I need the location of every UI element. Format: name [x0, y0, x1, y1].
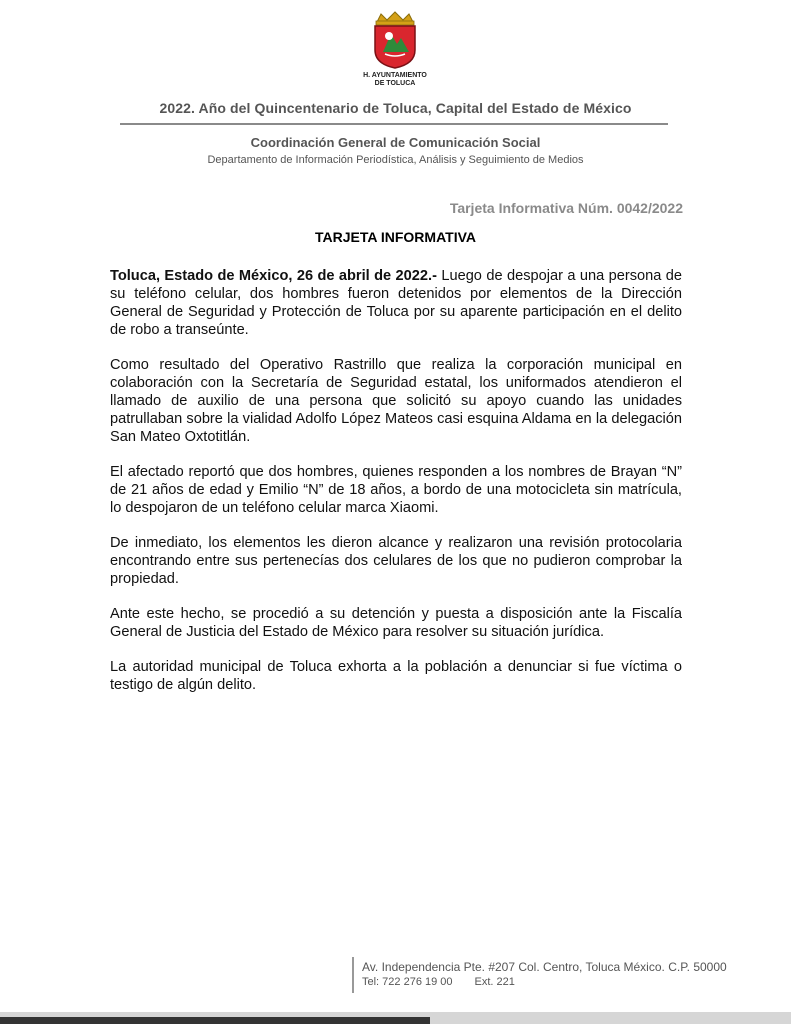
footer-contact: [362, 976, 515, 988]
document-title: TARJETA INFORMATIVA: [315, 229, 476, 245]
dateline: Toluca, Estado de México, 26 de abril de 2022.-: [110, 268, 437, 284]
institution-line-2: DE TOLUCA: [374, 80, 416, 87]
footer-divider: [352, 957, 354, 993]
header-divider: [120, 123, 668, 125]
paragraph-3: El afectado reportó que dos hombres, quienes responden a los nombres de Brayan “N” de 21 años de edad y Emilio “N” de 18 años, a bordo de una motocicleta sin matrícula, lo despojaron de un teléfono celular marca Xiaomi.: [110, 464, 682, 516]
card-number: Tarjeta Informativa Núm. 0042/2022: [449, 200, 683, 216]
coordination-title: Coordinación General de Comunicación Social: [250, 135, 541, 150]
institution-name: [330, 72, 460, 88]
institution-line-1: H. AYUNTAMIENTO: [363, 72, 427, 79]
paragraph-1: [110, 267, 682, 339]
footer-phone: Tel: 722 276 19 00: [362, 976, 453, 988]
toluca-coat-of-arms-icon: [365, 10, 425, 70]
footer-stripe-dark: [0, 1017, 430, 1024]
paragraph-6: La autoridad municipal de Toluca exhorta a la población a denunciar si fue víctima o testigo de algún delito.: [110, 659, 682, 693]
footer-extension: Ext. 221: [474, 976, 515, 988]
paragraph-5: Ante este hecho, se procedió a su detención y puesta a disposición ante la Fiscalía General de Justicia del Estado de México para resolver su situación jurídica.: [110, 606, 682, 640]
footer-address: Av. Independencia Pte. #207 Col. Centro, Toluca México. C.P. 50000: [362, 960, 727, 974]
document-body: [110, 267, 682, 711]
paragraph-2: Como resultado del Operativo Rastrillo que realiza la corporación municipal en colaboración con la Secretaría de Seguridad estatal, los uniformados atendieron el llamado de auxilio de una persona que solicitó su apoyo cuando las unidades patrullaban sobre la vialidad Adolfo López Mateos casi esquina Aldama en la delegación San Mateo Oxtotitlán.: [110, 357, 682, 445]
year-slogan: 2022. Año del Quincentenario de Toluca, Capital del Estado de México: [159, 100, 632, 116]
paragraph-4: De inmediato, los elementos les dieron alcance y realizaron una revisión protocolaria encontrando entre sus pertenecías dos celulares de los que no pudieron comprobar la propiedad.: [110, 535, 682, 587]
department-subtitle: Departamento de Información Periodística, Análisis y Seguimiento de Medios: [207, 154, 584, 166]
paragraph-1-text: Luego de despojar a una persona de su teléfono celular, dos hombres fueron detenidos por elementos de la Dirección General de Seguridad y Protección de Toluca por su aparente participación en el delito de robo a transeúnte.: [110, 268, 682, 338]
